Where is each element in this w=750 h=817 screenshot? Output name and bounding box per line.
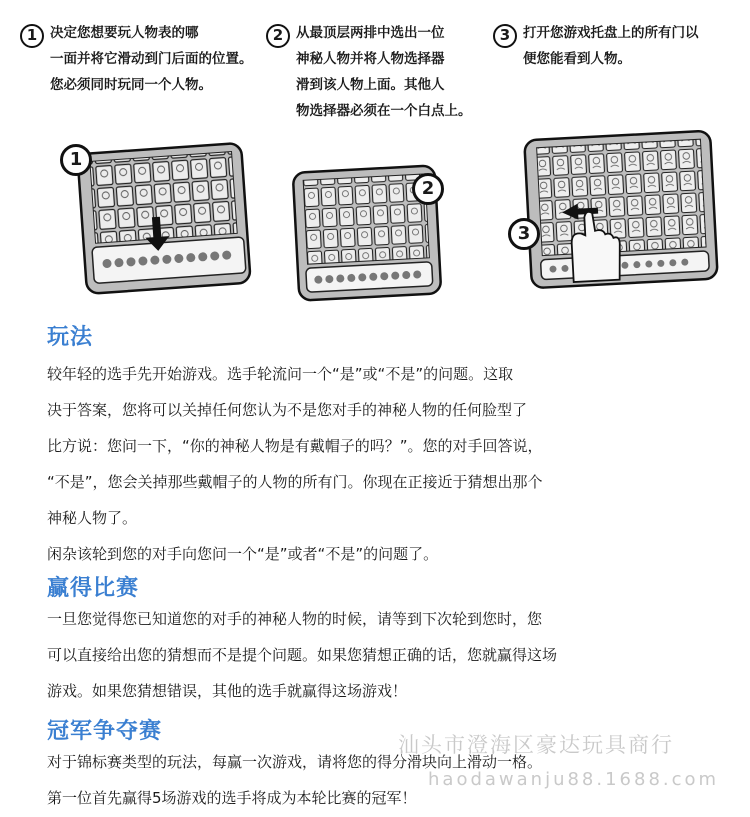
callout-number: 3 [508, 218, 540, 250]
step-line: 神秘人物并将人物选择器 [296, 51, 445, 67]
callout-number: 2 [412, 173, 444, 205]
callout-number: 1 [60, 144, 92, 176]
illustration-1 [60, 138, 256, 296]
text-line: 闲杂该轮到您的对手向您问一个“是”或者“不是”的问题了。 [47, 545, 439, 563]
text-line: “不是”，您会关掉那些戴帽子的人物的所有门。你现在正接近于猜想出那个 [47, 473, 543, 491]
illustration-3 [500, 130, 720, 290]
step-3 [493, 20, 743, 72]
text-line: 一旦您觉得您已知道您的对手的神秘人物的时候，请等到下次轮到您时，您 [47, 610, 543, 628]
section-heading-win: 赢得比赛 [47, 576, 140, 601]
step-line: 您必须同时玩同一个人物。 [50, 77, 212, 93]
watermark-url: haodawanju88.1688.com [428, 769, 720, 790]
section-body-play [47, 356, 543, 572]
text-line: 决于答案，您将可以关掉任何您认为不是您对手的神秘人物的任何脸型了 [47, 401, 528, 419]
step-line: 决定您想要玩人物表的哪 [50, 25, 199, 41]
step-number: 3 [493, 24, 517, 48]
step-line: 从最顶层两排中选出一位 [296, 25, 445, 41]
text-line: 游戏。如果您猜想错误，其他的选手就赢得这场游戏！ [47, 682, 408, 700]
step-text [523, 20, 699, 72]
step-text [296, 20, 472, 124]
text-line: 第一位首先赢得5场游戏的选手将成为本轮比赛的冠军！ [47, 789, 417, 807]
text-line: 比方说：您问一下，“你的神秘人物是有戴帽子的吗？”。您的对手回答说， [47, 437, 543, 455]
step-2 [266, 20, 496, 124]
text-line: 可以直接给出您的猜想而不是提个问题。如果您猜想正确的话，您就赢得这场 [47, 646, 558, 664]
step-line: 物选择器必须在一个白点上。 [296, 103, 472, 119]
text-line: 神秘人物了。 [47, 509, 138, 527]
section-body-win [47, 601, 557, 709]
game-board-open-doors-icon [500, 130, 720, 290]
illustration-2 [288, 163, 448, 303]
step-line: 便您能看到人物。 [523, 51, 631, 67]
step-text [50, 20, 253, 98]
step-line: 一面并将它滑动到门后面的位置。 [50, 51, 253, 67]
step-1 [20, 20, 290, 98]
section-heading-championship: 冠军争夺赛 [47, 719, 163, 744]
step-number: 2 [266, 24, 290, 48]
step-number: 1 [20, 24, 44, 48]
step-line: 打开您游戏托盘上的所有门以 [523, 25, 699, 41]
text-line: 较年轻的选手先开始游戏。选手轮流问一个“是”或“不是”的问题。这取 [47, 365, 514, 383]
section-heading-play: 玩法 [47, 325, 94, 350]
watermark-shop-name: 汕头市澄海区豪达玩具商行 [398, 733, 674, 757]
step-line: 滑到该人物上面。其他人 [296, 77, 445, 93]
text-line: 对于锦标赛类型的玩法，每赢一次游戏，请将您的得分滑块向上滑动一格。 [47, 753, 543, 771]
